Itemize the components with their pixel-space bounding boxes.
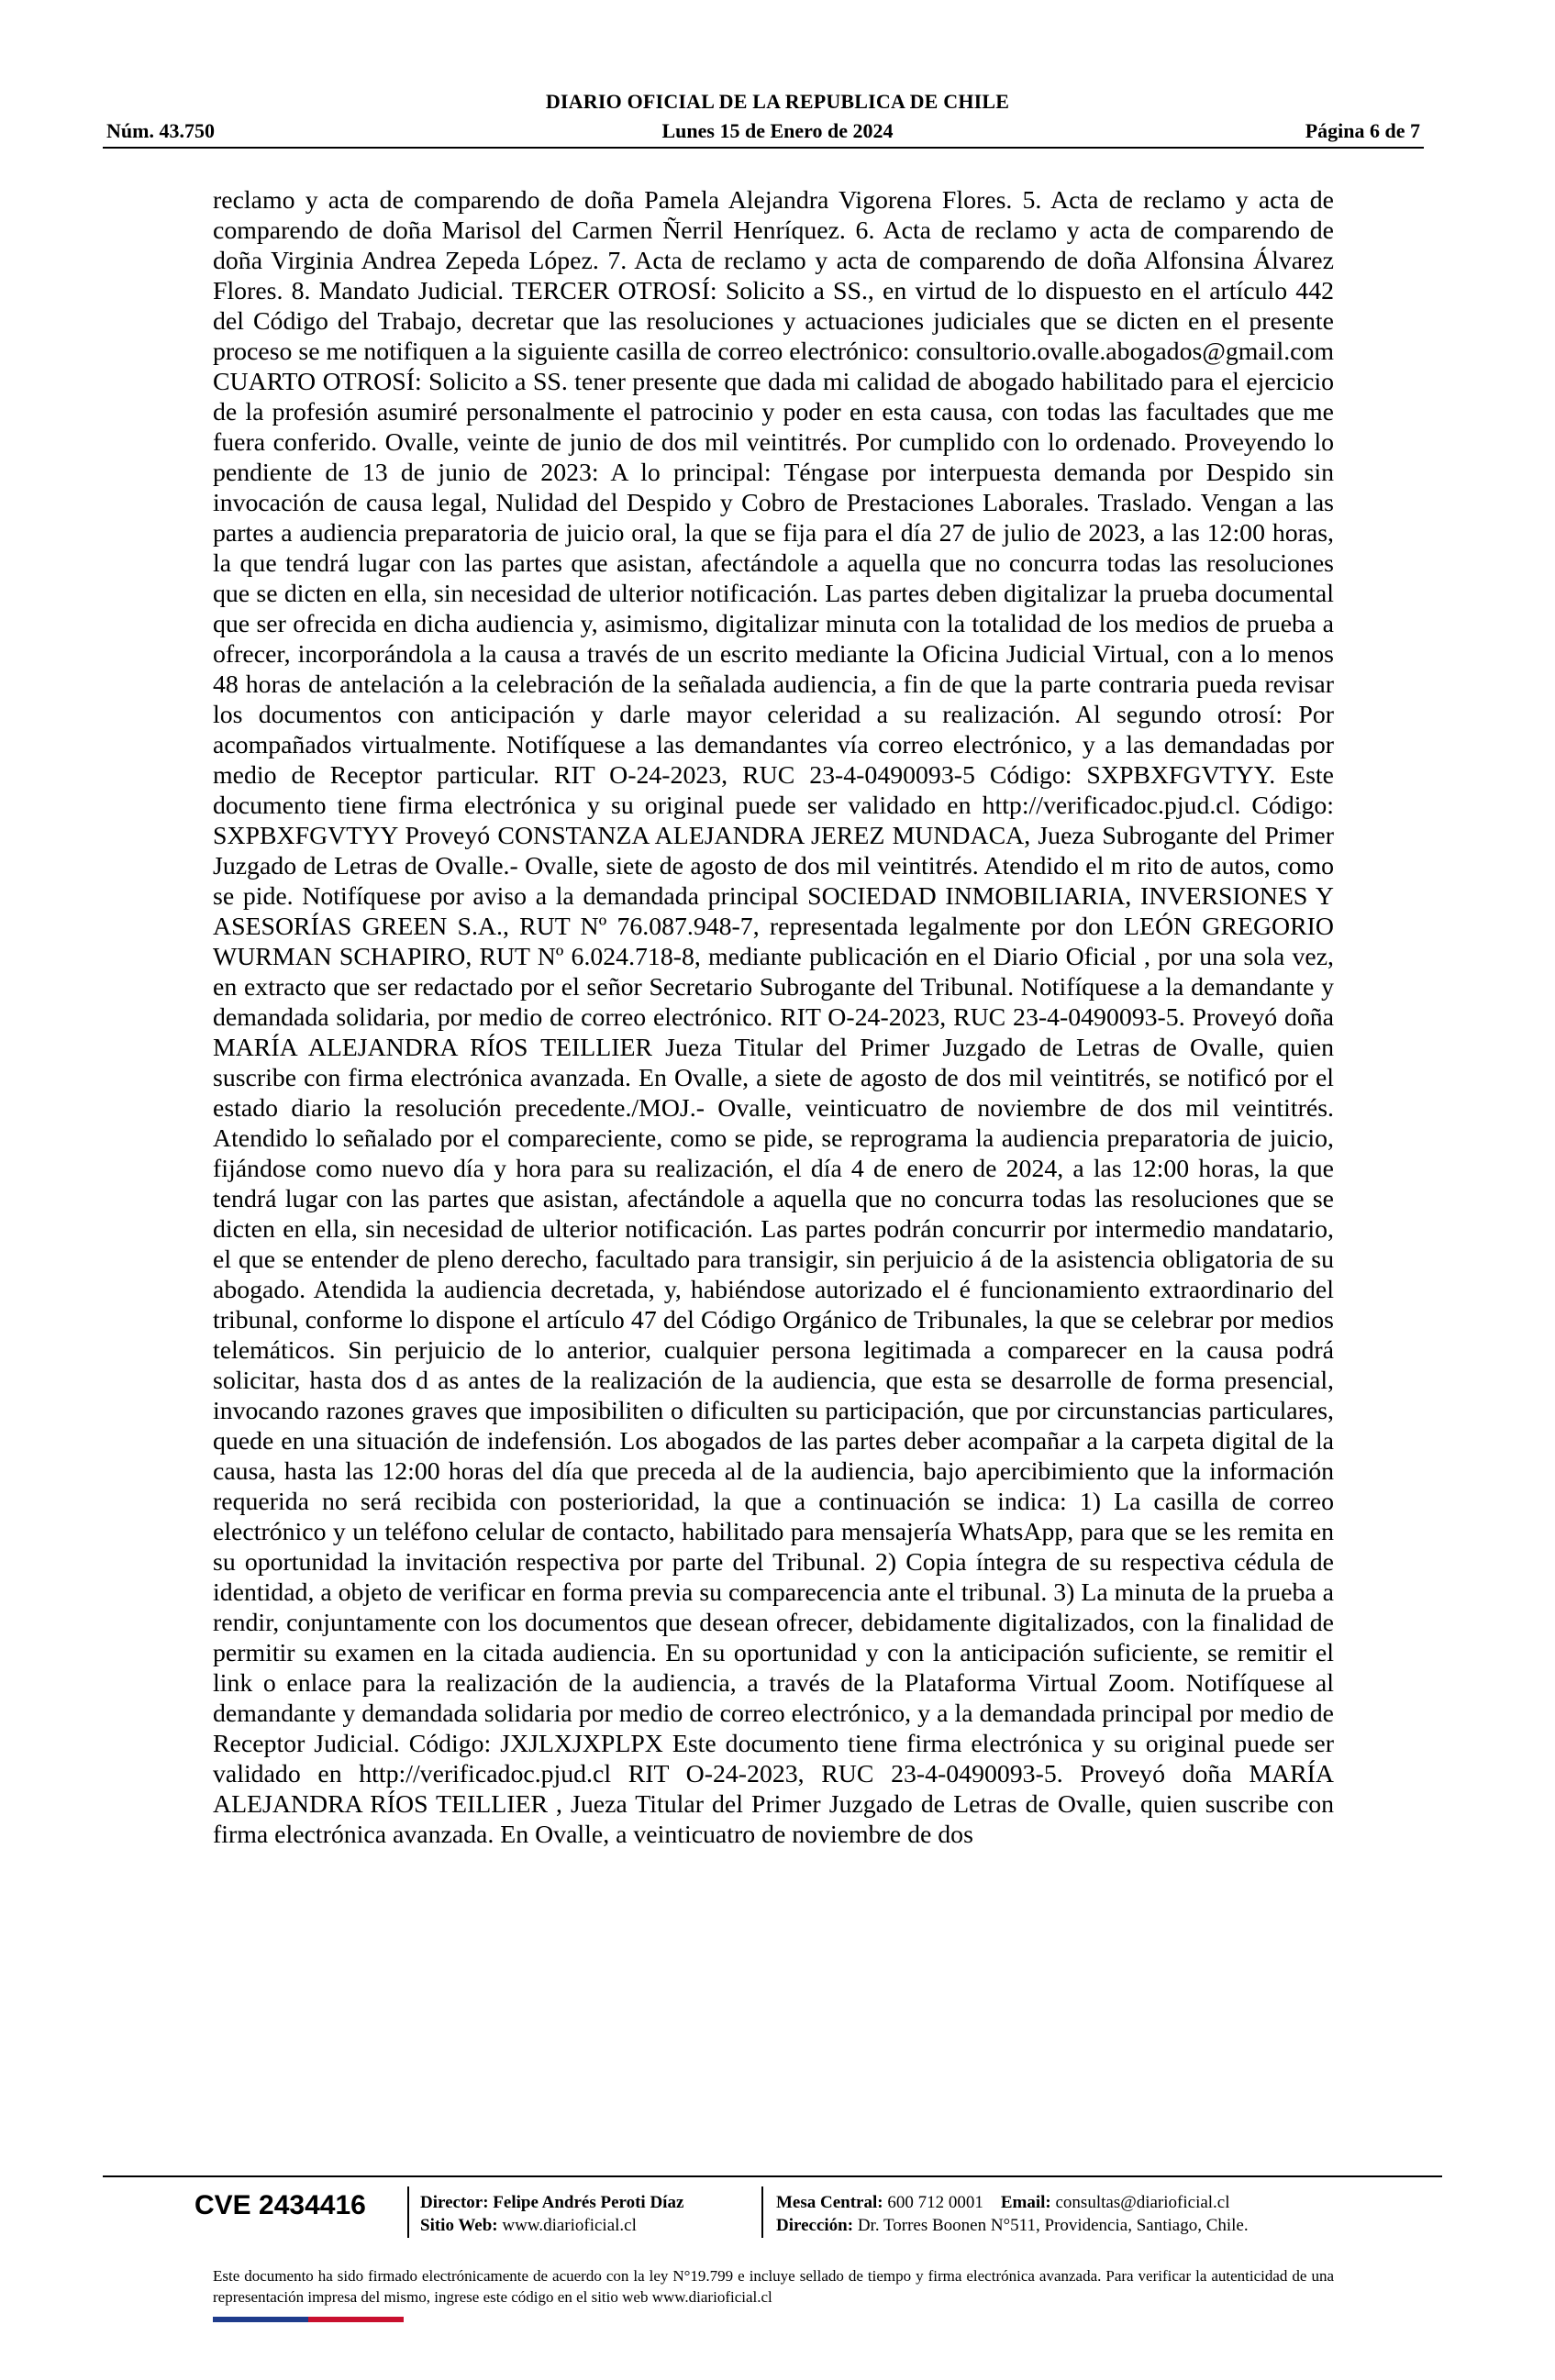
issue-number: Núm. 43.750 [106, 119, 215, 142]
address-label: Dirección: [776, 2216, 854, 2235]
mesa-label: Mesa Central: [776, 2193, 883, 2212]
email-label: Email: [1000, 2193, 1051, 2212]
header-divider [103, 147, 1424, 149]
mesa-phone: 600 712 0001 [887, 2193, 983, 2212]
footer-separator [761, 2186, 763, 2238]
director-label: Director: [420, 2193, 489, 2212]
issue-date: Lunes 15 de Enero de 2024 [661, 119, 894, 142]
footer-director-column [420, 2191, 683, 2237]
body-paragraph: reclamo y acta de comparendo de doña Pamela Alejandra Vigorena Flores. 5. Acta de reclamo y acta de comparendo de doña Marisol del Carmen Ñerril Henríquez. 6. Acta de reclamo y acta de comparendo de doña Virginia Andrea Zepeda López. 7. Acta de reclamo y acta de comparendo de doña Alfonsina Álvarez Flores. 8. Mandato Judicial. TERCER OTROSÍ: Solicito a SS., en virtud de lo dispuesto en el artículo 442 del Código del Trabajo, decretar que las resoluciones y actuaciones judiciales que se dicten en el presente proceso se me notifiquen a la siguiente casilla de correo electrónico: consultorio.ovalle.abogados@gmail.com CUARTO OTROSÍ: Solicito a SS. tener presente que dada mi calidad de abogado habilitado para el ejercicio de la profesión asumiré personalmente el patrocinio y poder en esta causa, con todas las facultades que me fuera conferido. Ovalle, veinte de junio de dos mil veintitrés. Por cumplido con lo ordenado. Proveyendo lo pendiente de 13 de junio de 2023: A lo principal: Téngase por interpuesta demanda por Despido sin invocación de causa legal, Nulidad del Despido y Cobro de Prestaciones Laborales. Traslado. Vengan a las partes a audiencia preparatoria de juicio oral, la que se fija para el día 27 de julio de 2023, a las 12:00 horas, la que tendrá lugar con las partes que asistan, afectándole a aquella que no concurra todas las resoluciones que se dicten en ella, sin necesidad de ulterior notificación. Las partes deben digitalizar la prueba documental que ser ofrecida en dicha audiencia y, asimismo, digitalizar minuta con la totalidad de los medios de prueba a ofrecer, incorporándola a la causa a través de un escrito mediante la Oficina Judicial Virtual, con a lo menos 48 horas de antelación a la celebración de la señalada audiencia, a fin de que la parte contraria pueda revisar los documentos con anticipación y darle mayor celeridad a su realización. Al segundo otrosí: Por acompañados virtualmente. Notifíquese a las demandantes vía correo electrónico, y a las demandadas por medio de Receptor particular. RIT O-24-2023, RUC 23-4-0490093-5 Código: SXPBXFGVTYY. Este documento tiene firma electrónica y su original puede ser validado en http://verificadoc.pjud.cl. Código: SXPBXFGVTYY Proveyó CONSTANZA ALEJANDRA JEREZ MUNDACA, Jueza Subrogante del Primer Juzgado de Letras de Ovalle.- Ovalle, siete de agosto de dos mil veintitrés. Atendido el m rito de autos, como se pide. Notifíquese por aviso a la demandada principal SOCIEDAD INMOBILIARIA, INVERSIONES Y ASESORÍAS GREEN S.A., RUT Nº 76.087.948-7, representada legalmente por don LEÓN GREGORIO WURMAN SCHAPIRO, RUT Nº 6.024.718-8, mediante publicación en el Diario Oficial , por una sola vez, en extracto que ser redactado por el señor Secretario Subrogante del Tribunal. Notifíquese a la demandante y demandada solidaria, por medio de correo electrónico. RIT O-24-2023, RUC 23-4-0490093-5. Proveyó doña MARÍA ALEJANDRA RÍOS TEILLIER Jueza Titular del Primer Juzgado de Letras de Ovalle, quien suscribe con firma electrónica avanzada. En Ovalle, a siete de agosto de dos mil veintitrés, se notificó por el estado diario la resolución precedente./MOJ.- Ovalle, veinticuatro de noviembre de dos mil veintitrés. Atendido lo señalado por el compareciente, como se pide, se reprograma la audiencia preparatoria de juicio, fijándose como nuevo día y hora para su realización, el día 4 de enero de 2024, a las 12:00 horas, la que tendrá lugar con las partes que asistan, afectándole a aquella que no concurra todas las resoluciones que se dicten en ella, sin necesidad de ulterior notificación. Las partes podrán concurrir por intermedio mandatario, el que se entender de pleno derecho, facultado para transigir, sin perjuicio á de la asistencia obligatoria de su abogado. Atendida la audiencia decretada, y, habiéndose autorizado el é funcionamiento extraordinario del tribunal, conforme lo dispone el artículo 47 del Código Orgánico de Tribunales, la que se celebrar por medios telemáticos. Sin perjuicio de lo anterior, cualquier persona legitimada a comparecer en la causa podrá solicitar, hasta dos d as antes de la realización de la audiencia, que esta se desarrolle de forma presencial, invocando razones graves que imposibiliten o dificulten su participación, que por circunstancias particulares, quede en una situación de indefensión. Los abogados de las partes deber acompañar a la carpeta digital de la causa, hasta las 12:00 horas del día que preceda al de la audiencia, bajo apercibimiento que la información requerida no será recibida con posterioridad, la que a continuación se indica: 1) La casilla de correo electrónico y un teléfono celular de contacto, habilitado para mensajería WhatsApp, para que se les remita en su oportunidad la invitación respectiva por parte del Tribunal. 2) Copia íntegra de su respectiva cédula de identidad, a objeto de verificar en forma previa su comparecencia ante el tribunal. 3) La minuta de la prueba a rendir, conjuntamente con los documentos que desean ofrecer, debidamente digitalizados, con la finalidad de permitir su examen en la citada audiencia. En su oportunidad y con la anticipación suficiente, se remitir el link o enlace para la realización de la audiencia, a través de la Plataforma Virtual Zoom. Notifíquese al demandante y demandada solidaria por medio de correo electrónico, y a la demandada principal por medio de Receptor Judicial. Código: JXJLXJXPLPX Este documento tiene firma electrónica y su original puede ser validado en http://verificadoc.pjud.cl RIT O-24-2023, RUC 23-4-0490093-5. Proveyó doña MARÍA ALEJANDRA RÍOS TEILLIER , Jueza Titular del Primer Juzgado de Letras de Ovalle, quien suscribe con firma electrónica avanzada. En Ovalle, a veinticuatro de noviembre de dos [213, 186, 1335, 1849]
address-text: Dr. Torres Boonen N°511, Providencia, Santiago, Chile. [857, 2216, 1249, 2235]
email-link[interactable]: consultas@diarioficial.cl [1055, 2193, 1230, 2212]
flag-blue-segment [213, 2317, 308, 2322]
footer-separator [407, 2186, 409, 2238]
signature-note: Este documento ha sido firmado electrónicamente de acuerdo con la ley N°19.799 e incluye sellado de tiempo y firma electrónica avanzada. Para verificar la autenticidad de una representación impresa del mismo, ingrese este código en el sitio web www.diarioficial.cl [213, 2267, 1334, 2306]
flag-red-segment [308, 2317, 404, 2322]
website-label: Sitio Web: [420, 2216, 498, 2235]
cve-code: CVE 2434416 [194, 2190, 366, 2220]
footer-contact-column [776, 2191, 1249, 2237]
footer-divider [103, 2175, 1442, 2177]
website-link[interactable]: www.diarioficial.cl [502, 2216, 637, 2235]
document-body [213, 185, 1334, 1850]
flag-stripe [213, 2317, 404, 2322]
director-name: Felipe Andrés Peroti Díaz [493, 2193, 684, 2212]
newspaper-title: DIARIO OFICIAL DE LA REPUBLICA DE CHILE [545, 90, 1010, 113]
page-indicator: Página 6 de 7 [1305, 119, 1420, 142]
